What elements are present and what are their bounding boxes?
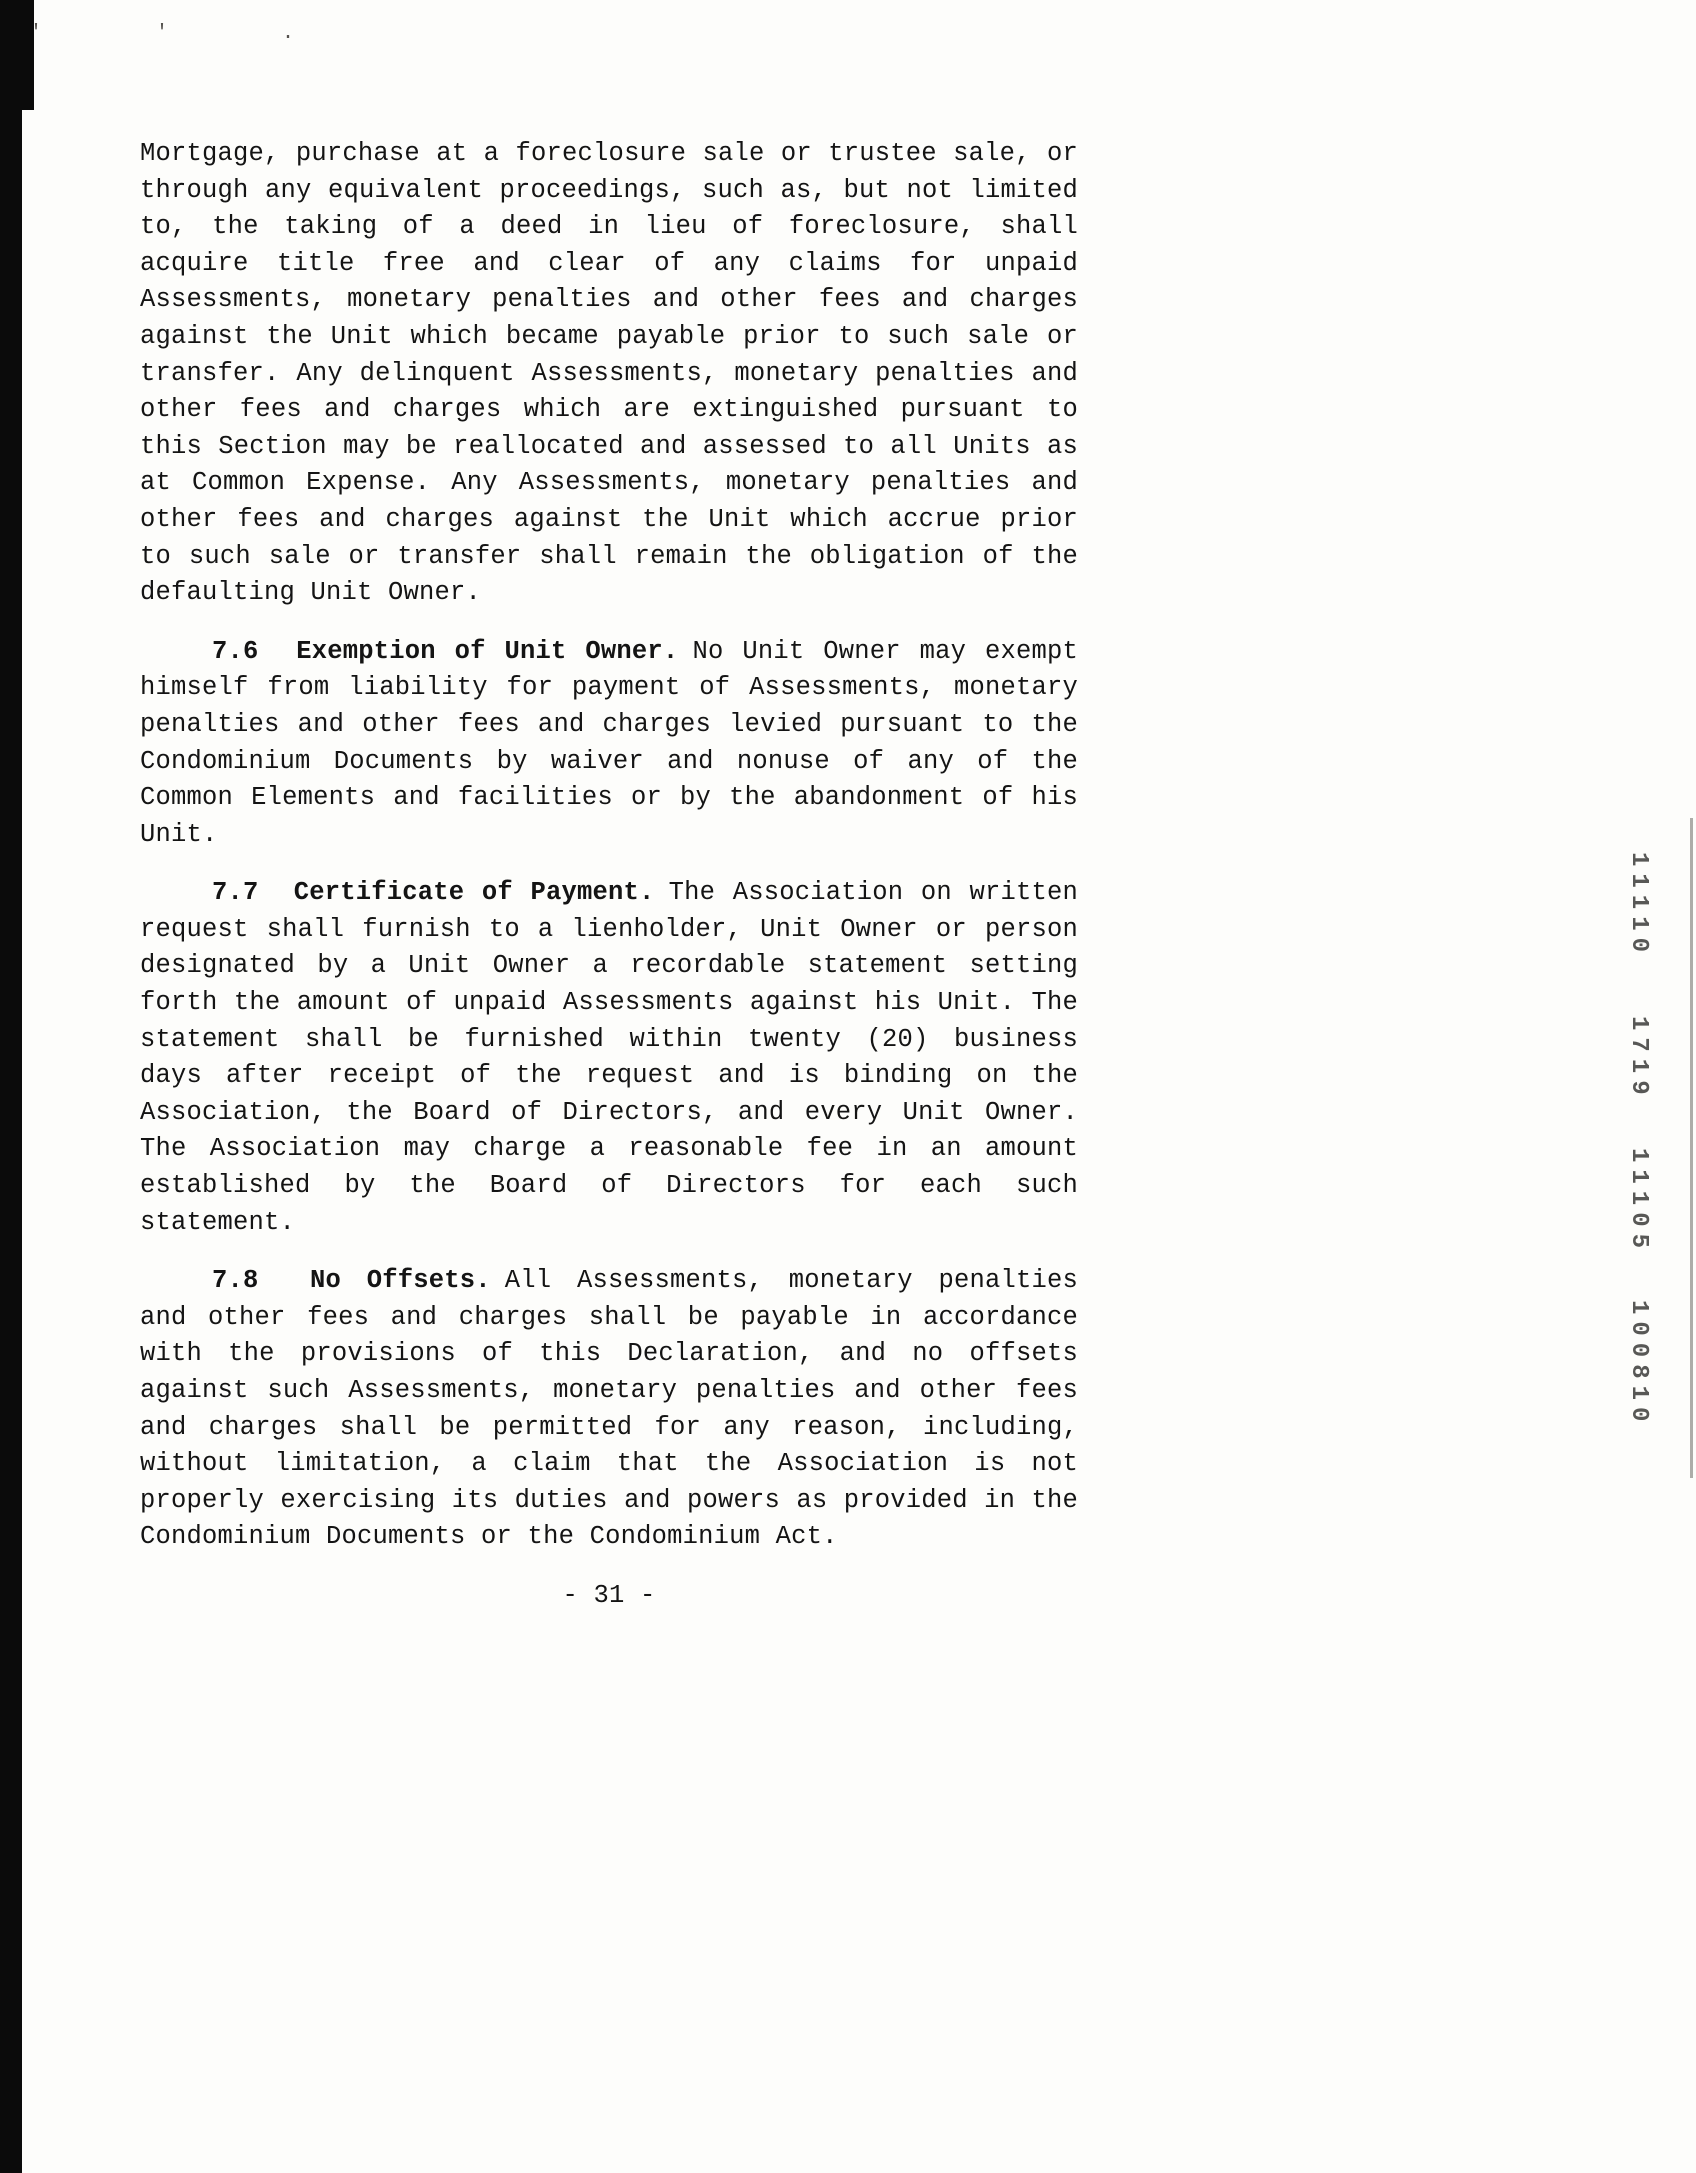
scan-edge-bar [0,0,22,2173]
section-heading: No Offsets. [309,1266,491,1296]
section-number: 7.8 [212,1266,259,1296]
section-heading: Certificate of Payment. [293,878,655,908]
paragraph-continuation: Mortgage, purchase at a foreclosure sale or trustee sale, or through any equivalent proceedings, such as, but not limited to, the taking of a deed in lieu of foreclosure, shall acquire title free and clear of any claims for unpaid Assessments, monetary penalties and other fees and charges against the Unit which became payable prior to such sale or transfer. Any delinquent Assessments, monetary penalties and other fees and charges which are extinguished pursuant to this Section may be reallocated and assessed to all Units as at Common Expense. Any Assessments, monetary penalties and other fees and charges against the Unit which accrue prior to such sale or transfer shall remain the obligation of the defaulting Unit Owner. [140,139,1078,608]
page-content [140,136,1078,1637]
section-text: All Assessments, monetary penalties and other fees and charges shall be payable in accordance with the provisions of this Declaration, and no offsets against such Assessments, monetary penalties and other fees and charges shall be permitted for any reason, including, without limitation, a claim that the Association is not properly exercising its duties and powers as provided in the Condominium Documents or the Condominium Act. [140,1266,1078,1552]
scan-edge-corner [0,0,34,110]
section-7-6 [140,634,1078,854]
section-7-7 [140,875,1078,1241]
section-text: No Unit Owner may exempt himself from liability for payment of Assessments, monetary penalties and other fees and charges levied pursuant to the Condominium Documents by waiver and nonuse of any of the Common Elements and facilities or by the abandonment of his Unit. [140,636,1078,849]
scan-noise-marks: ' ' . [30,22,325,45]
margin-stamp-digits: 1719 [1625,1016,1652,1102]
section-7-8 [140,1263,1078,1556]
scan-edge-line [1690,818,1693,1478]
margin-stamp-digits: 11105 [1625,1148,1652,1256]
page-number: - 31 - [562,1580,656,1610]
section-number: 7.7 [212,878,259,908]
section-heading: Exemption of Unit Owner. [296,636,679,666]
margin-stamp-digits: 100810 [1625,1300,1652,1429]
section-text: The Association on written request shall furnish to a lienholder, Unit Owner or person designated by a Unit Owner a recordable statement setting forth the amount of unpaid Assessments against his Unit. The statement shall be furnished within twenty (20) business days after receipt of the request and is binding on the Association, the Board of Directors, and every Unit Owner. The Association may charge a reasonable fee in an amount established by the Board of Directors for each such statement. [140,878,1078,1237]
margin-stamp-digits: 11110 [1625,852,1652,960]
section-number: 7.6 [212,636,259,666]
